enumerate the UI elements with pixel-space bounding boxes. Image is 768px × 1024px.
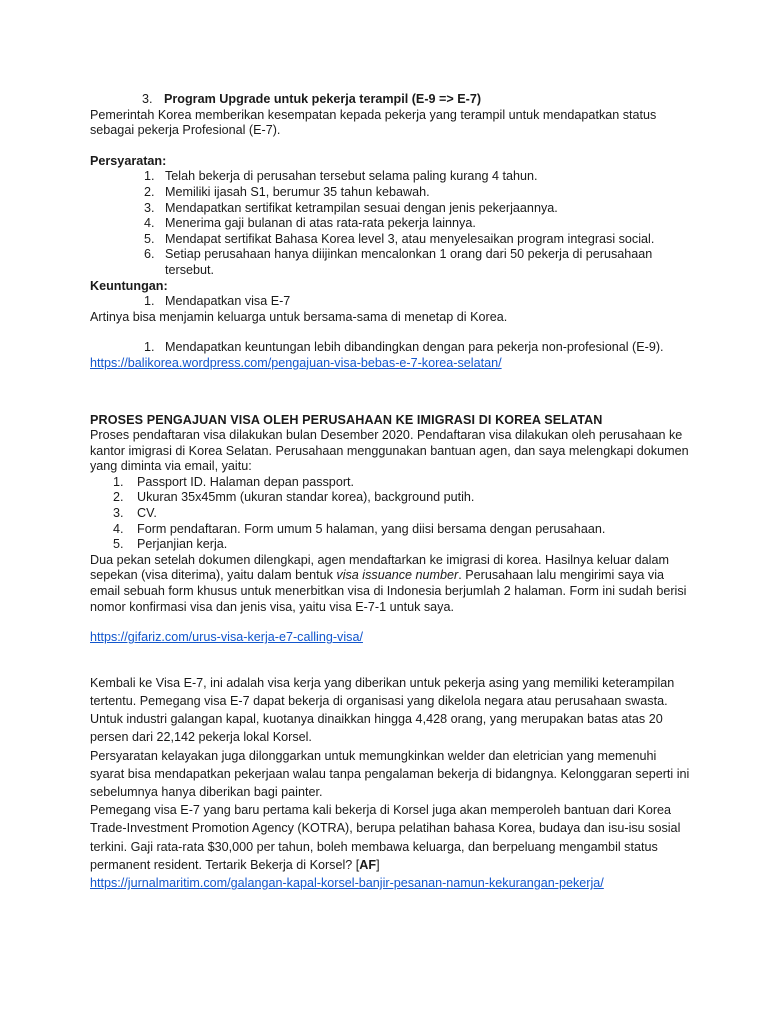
documents-list	[90, 475, 690, 553]
list-item: 6. Setiap perusahaan hanya diijinkan mencalonkan 1 orang dari 50 pekerja di perusahaan tersebut.	[144, 247, 653, 277]
benefits-list	[90, 294, 690, 310]
list-item: 5. Perjanjian kerja.	[113, 537, 228, 552]
requirements-label: Persyaratan:	[90, 153, 167, 168]
jurnalmaritim-link[interactable]: https://jurnalmaritim.com/galangan-kapal-korsel-banjir-pesanan-namun-kekurangan-pekerja/	[90, 876, 604, 891]
list-item: 1. Telah bekerja di perusahan tersebut selama paling kurang 4 tahun.	[144, 169, 538, 184]
document-page	[90, 92, 690, 892]
process-section-title: PROSES PENGAJUAN VISA OLEH PERUSAHAAN KE IMIGRASI DI KOREA SELATAN	[90, 412, 603, 427]
benefits-label: Keuntungan:	[90, 278, 168, 293]
list-item: 1. Mendapatkan keuntungan lebih dibandingkan dengan para pekerja non-profesional (E-9).	[144, 340, 664, 355]
e7-paragraph-2: Persyaratan kelayakan juga dilonggarkan untuk memungkinkan welder dan eletrician yang memenuhi syarat bisa mendapatkan pekerjaan walau tanpa pengalaman bekerja di bidangnya. Kelonggaran seperti ini sebelumnya hanya diberikan bagi painter.	[90, 748, 690, 800]
benefits-note: Artinya bisa menjamin keluarga untuk bersama-sama di menetap di Korea.	[90, 309, 508, 324]
list-item: 4. Menerima gaji bulanan di atas rata-rata pekerja lainnya.	[144, 216, 476, 231]
list-item: 2. Memiliki ijasah S1, berumur 35 tahun kebawah.	[144, 184, 430, 199]
process-intro: Proses pendaftaran visa dilakukan bulan Desember 2020. Pendaftaran visa dilakukan oleh perusahaan ke kantor imigrasi di Korea Selatan. Perusahaan menggunakan bantuan agen, dan saya melengkapi dokumen yang diminta via email, yaitu:	[90, 428, 689, 474]
list-item: 1. Mendapatkan visa E-7	[144, 294, 291, 309]
balikorea-link[interactable]: https://balikorea.wordpress.com/pengajuan-visa-bebas-e-7-korea-selatan/	[90, 355, 502, 370]
heading-number: 3.	[142, 92, 153, 106]
list-item: 3. Mendapatkan sertifikat ketrampilan sesuai dengan jenis pekerjaannya.	[144, 200, 558, 215]
e7-paragraph-3: Pemegang visa E-7 yang baru pertama kali bekerja di Korsel juga akan memperoleh bantuan dari Korea Trade-Investment Promotion Agency (KOTRA), berupa pelatihan bahasa Korea, budaya dan isu-isu sosial terkini. Gaji rata-rata $30,000 per tahun, boleh membawa keluarga, dan berpeluang mengambil status permanent resident. Tertarik Bekerja di Korsel? [AF]	[90, 803, 681, 872]
e7-paragraph-1: Kembali ke Visa E-7, ini adalah visa kerja yang diberikan untuk pekerja asing yang memiliki keterampilan tertentu. Pemegang visa E-7 dapat bekerja di organisasi yang dikelola negara atau perusahaan swasta. Untuk industri galangan kapal, kuotanya dinaikkan hingga 4,428 orang, yang merupakan batas atas 20 persen dari 22,142 pekerja lokal Korsel.	[90, 675, 675, 745]
requirements-list	[90, 169, 690, 278]
program-intro: Pemerintah Korea memberikan kesempatan kepada pekerja yang terampil untuk mendapatkan status sebagai pekerja Profesional (E-7).	[90, 107, 657, 138]
e7-section	[90, 674, 690, 892]
heading-title: Program Upgrade untuk pekerja terampil (E-9 => E-7)	[164, 92, 482, 106]
list-item: 5. Mendapat sertifikat Bahasa Korea level 3, atau menyelesaikan program integrasi social.	[144, 231, 655, 246]
benefits-list-2	[90, 340, 690, 356]
list-item: 1. Passport ID. Halaman depan passport.	[113, 474, 355, 489]
process-result: Dua pekan setelah dokumen dilengkapi, agen mendaftarkan ke imigrasi di korea. Hasilnya keluar dalam sepekan (visa diterima), yaitu dalam bentuk visa issuance number. Perusahaan lalu mengirimi saya via email sebuah form khusus untuk menerbitkan visa di Indonesia berjumlah 2 halaman. Form ini sudah berisi nomor konfirmasi visa dan jenis visa, yaitu visa E-7-1 untuk saya.	[90, 552, 687, 614]
list-item: 4. Form pendaftaran. Form umum 5 halaman, yang diisi bersama dengan perusahaan.	[113, 521, 606, 536]
list-item: 2. Ukuran 35x45mm (ukuran standar korea), background putih.	[113, 490, 475, 505]
list-item: 3. CV.	[113, 506, 157, 521]
program-upgrade-heading	[90, 92, 690, 108]
gifariz-link[interactable]: https://gifariz.com/urus-visa-kerja-e7-calling-visa/	[90, 630, 363, 645]
